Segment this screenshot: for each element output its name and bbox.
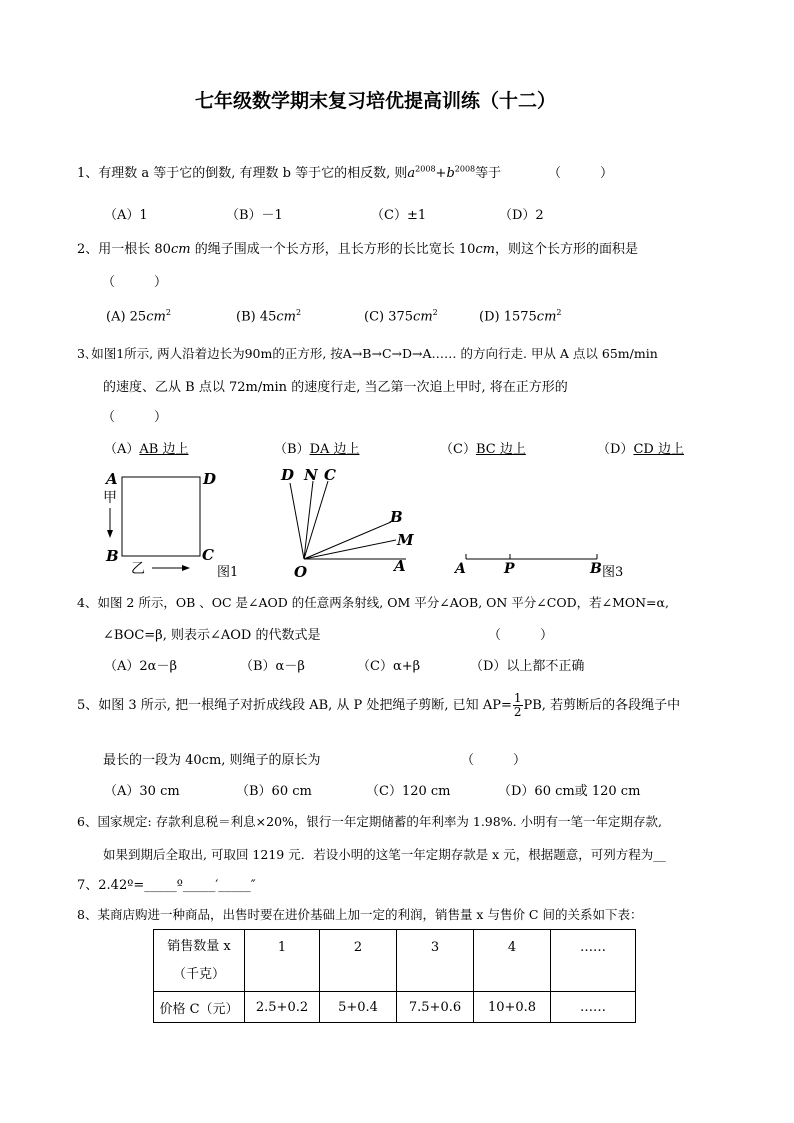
q4-option-c: （C）α+β [357, 659, 421, 674]
q2-option-c-label: (C) 375 [364, 309, 414, 325]
question-5-line-1 [77, 692, 680, 719]
question-6-line-2: 如果到期后全取出, 可取回 1219 元．若设小明的这笔一年定期存款是 x 元，根据题意，可列方程为__ [103, 847, 666, 862]
q1-var-b: b [446, 166, 455, 181]
q3-option-b [274, 438, 360, 457]
fig2-ray-ob [304, 522, 391, 559]
table-cell: 5+0.4 [320, 992, 397, 1023]
q2-option-c-unit: cm [413, 309, 433, 325]
q2-option-d-label: (D) 1575 [479, 309, 537, 325]
q3-option-c-text: BC 边上 [475, 442, 526, 457]
q2-option-c-exp: 2 [432, 308, 438, 317]
q3-option-b-prefix: （B） [274, 442, 310, 457]
fig2-label-a: A [394, 557, 406, 575]
sales-table [153, 929, 636, 1023]
fig1-label-c: C [202, 546, 214, 564]
table-cell: 2.5+0.2 [245, 992, 320, 1023]
table-cell: 3 [397, 930, 474, 992]
fig3-caption: 图3 [602, 565, 624, 580]
q4-option-a: （A）2α－β [104, 659, 177, 674]
q1-option-c: （C）±1 [371, 208, 427, 223]
q5-fraction [513, 692, 523, 719]
fig2-ray-oc [304, 481, 328, 559]
q3-option-a-prefix: （A） [104, 442, 140, 457]
question-5-line-2: 最长的一段为 40cm, 则绳子的原长为 [103, 753, 321, 768]
q3-option-d [597, 438, 684, 457]
fig1-right-arrowhead [182, 565, 190, 571]
fig1-label-yi: 乙 [131, 561, 145, 577]
q1-option-d: （D）2 [499, 208, 544, 223]
q2-text-1: 2、用一根长 80 [77, 242, 171, 257]
fig2-ray-on [304, 481, 313, 559]
q4-answer-paren: （ ） [488, 628, 554, 643]
q2-text-3: ，则这个长方形的面积是 [494, 242, 638, 257]
q5-option-b: （B）60 cm [236, 784, 312, 799]
fig2-label-m: M [397, 531, 414, 549]
fig1-label-jia: 甲 [103, 490, 117, 506]
table-cell: 7.5+0.6 [397, 992, 474, 1023]
q2-option-a-exp: 2 [165, 308, 171, 317]
table-cell: …… [551, 930, 636, 992]
q4-option-b: （B）α－β [240, 659, 305, 674]
q2-option-d-unit: cm [536, 309, 557, 325]
q3-option-a [104, 438, 188, 457]
table-cell: …… [551, 992, 636, 1023]
fig1-square [122, 477, 200, 556]
q2-option-a [106, 308, 171, 324]
q2-option-b-exp: 2 [295, 308, 302, 317]
q1-answer-paren: （ ） [548, 166, 614, 181]
q3-option-b-text: DA 边上 [309, 442, 360, 457]
fig3-label-a: A [455, 561, 466, 577]
q5-option-c: （C）120 cm [366, 784, 451, 799]
fig2-label-o: O [294, 563, 308, 581]
figures [0, 460, 794, 585]
q1-plus: + [435, 166, 447, 181]
fig3-label-b: B [590, 561, 602, 577]
fig2-label-n: N [304, 466, 318, 484]
question-3-line-1: 3､如图1所示, 两人沿着边长为90m的正方形, 按A→B→C→D→A…… 的方向行走. 甲从 A 点以 65m/min [77, 346, 658, 361]
fig1-down-arrowhead [107, 530, 113, 538]
q5-fraction-numerator: 1 [513, 691, 522, 705]
q3-option-c [440, 438, 526, 457]
fig1-label-b: B [106, 547, 119, 565]
table-cell: 1 [245, 930, 320, 992]
question-8: 8、某商店购进一种商品，出售时要在进价基础上加一定的利润，销售量 x 与售价 C 间的关系如下表： [77, 907, 643, 922]
question-6-line-1: 6、国家规定: 存款利息税＝利息×20%，银行一年定期储蓄的年利率为 1.98%. 小明有一笔一年定期存款, [77, 814, 662, 829]
q5-text-1: 5、如图 3 所示, 把一根绳子对折成线段 AB, 从 P 处把绳子剪断, 已知 AP= [77, 698, 512, 713]
q5-option-a: （A）30 cm [104, 784, 180, 799]
q3-answer-paren: （ ） [102, 410, 168, 425]
table-cell: 2 [320, 930, 397, 992]
q1-var-a: a [407, 166, 416, 181]
q3-option-d-text: CD 边上 [633, 442, 684, 457]
table-row [154, 992, 636, 1023]
fig2-label-c: C [324, 466, 336, 484]
q5-text-2: PB, 若剪断后的各段绳子中 [523, 698, 681, 713]
question-4-line-1: 4、如图 2 所示，OB 、OC 是∠AOD 的任意两条射线, OM 平分∠AOB, ON 平分∠COD，若∠MON=α, [77, 595, 669, 610]
fig2-ray-od [290, 483, 304, 559]
q5-option-d: （D）60 cm或 120 cm [498, 784, 641, 799]
question-4-line-2: ∠BOC=β, 则表示∠AOD 的代数式是 [103, 628, 321, 643]
table-row-label-price: 价格 C（元） [154, 992, 245, 1023]
q2-option-b-label: (B) 45 [236, 309, 277, 325]
q4-option-d: （D）以上都不正确 [470, 659, 585, 674]
q1-option-b: （B）－1 [226, 208, 283, 223]
q1-text: 1、有理数 a 等于它的倒数, 有理数 b 等于它的相反数, 则 [77, 166, 408, 181]
fig2-label-d: D [281, 466, 295, 484]
q1-exp-1: 2008 [415, 164, 436, 174]
q3-option-c-prefix: （C） [440, 442, 476, 457]
page-title: 七年级数学期末复习培优提高训练（十二） [195, 90, 557, 112]
fig1-label-a: A [106, 470, 118, 488]
question-3-line-2: 的速度、乙从 B 点以 72m/min 的速度行走, 当乙第一次追上甲时, 将在正方形的 [103, 380, 568, 395]
q3-option-a-text: AB 边上 [139, 442, 189, 457]
fig3-label-p: P [504, 561, 515, 577]
table-header-quantity-line-2: （千克） [172, 966, 225, 982]
q1-option-a: （A）1 [104, 208, 148, 223]
fig2-label-b: B [390, 508, 403, 526]
table-header-quantity [154, 930, 245, 992]
q2-option-d-exp: 2 [556, 308, 562, 317]
q2-answer-paren: （ ） [102, 275, 168, 290]
table-cell: 10+0.8 [474, 992, 551, 1023]
q2-unit-1: cm [170, 242, 191, 257]
question-2 [77, 238, 638, 257]
q2-unit-2: cm [475, 242, 495, 257]
fig1-label-d: D [203, 470, 217, 488]
q5-fraction-denominator: 2 [513, 705, 522, 719]
q2-option-b-unit: cm [276, 309, 296, 325]
fig1-caption: 图1 [217, 565, 239, 580]
table-row [154, 930, 636, 992]
q5-answer-paren: （ ） [461, 753, 527, 768]
q1-exp-2: 2008 [454, 164, 476, 174]
q2-option-a-unit: cm [146, 309, 166, 325]
q2-text-2: 的绳子围成一个长方形，且长方形的长比宽长 10 [190, 242, 476, 257]
q2-option-d [479, 308, 562, 324]
q2-option-c [364, 308, 438, 324]
question-7: 7、2.42º=_____º_____′_____″ [77, 878, 256, 893]
table-cell: 4 [474, 930, 551, 992]
q3-option-d-prefix: （D） [597, 442, 634, 457]
table-header-quantity-line-1: 销售数量 x [167, 938, 231, 954]
q2-option-a-label: (A) 25 [106, 309, 147, 325]
fig2-ray-om [304, 540, 396, 559]
q2-option-b [236, 308, 301, 324]
q1-suffix: 等于 [475, 166, 502, 181]
question-1 [77, 162, 501, 181]
